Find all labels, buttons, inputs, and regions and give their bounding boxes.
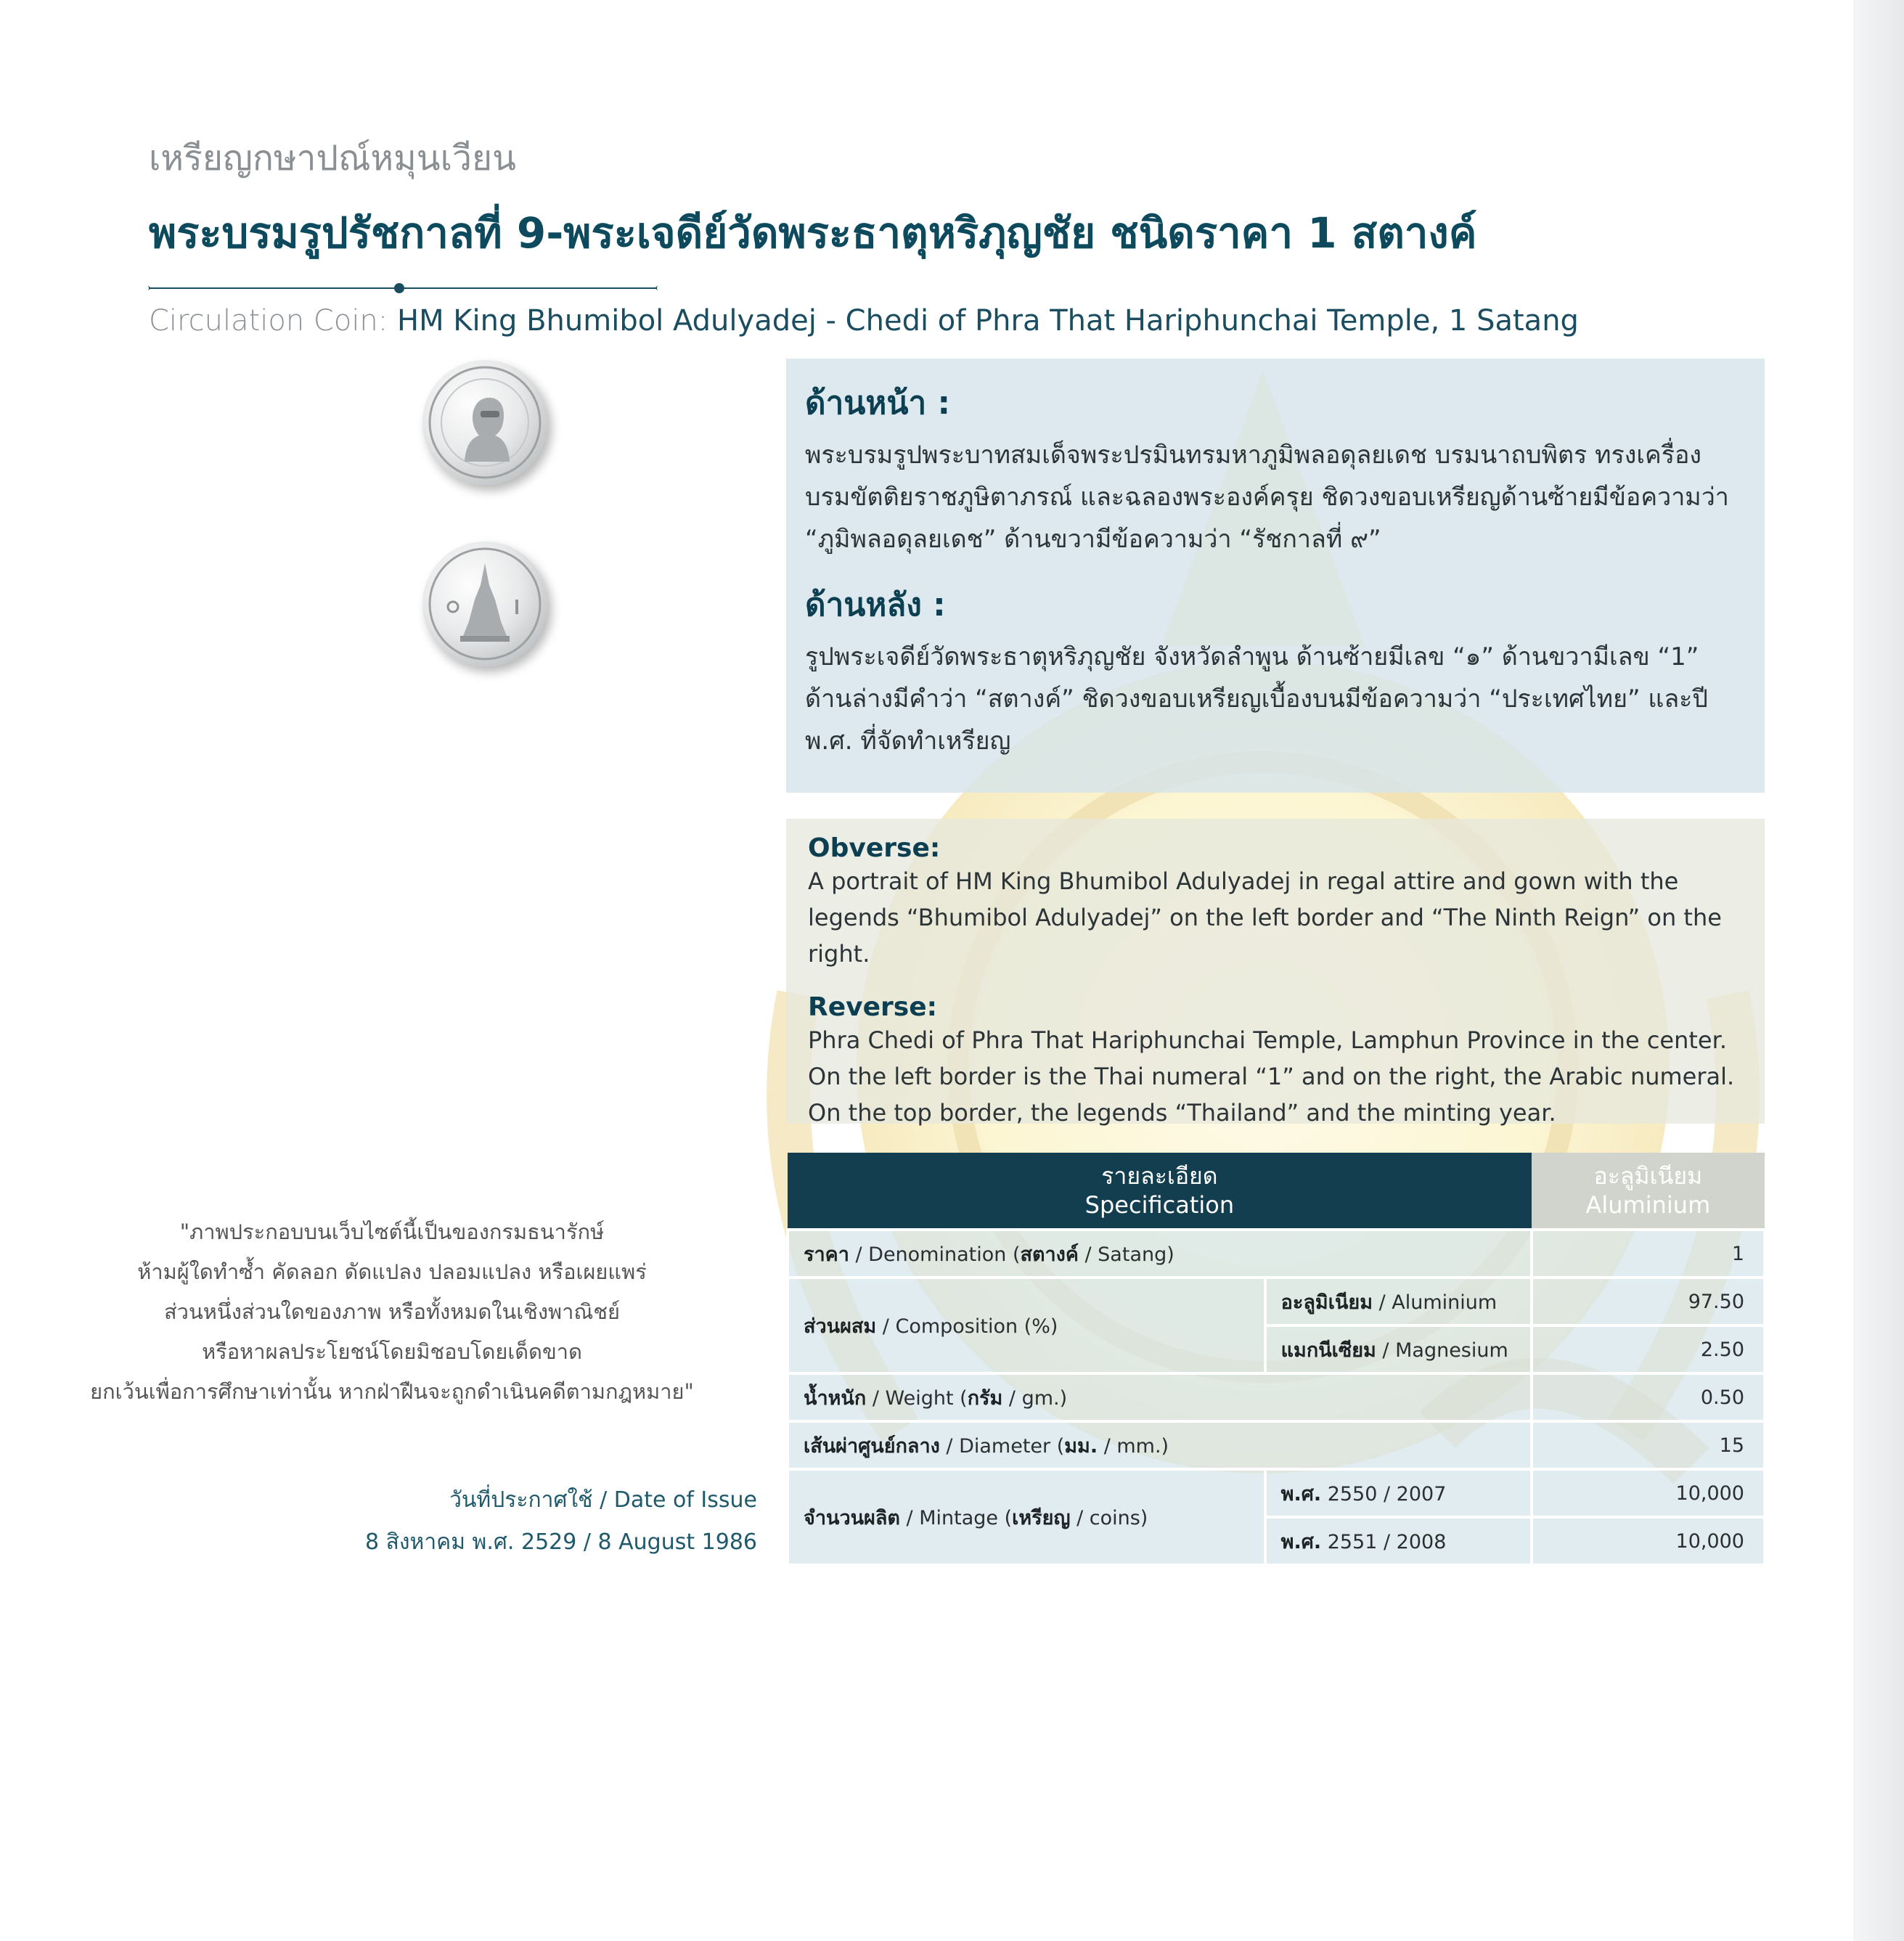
denomination-label: ราคา / Denomination (สตางค์ / Satang) xyxy=(788,1230,1532,1278)
english-title xyxy=(149,304,1673,338)
material-header-english: Aluminium xyxy=(1585,1191,1711,1219)
thai-obverse-text: พระบรมรูปพระบาทสมเด็จพระปรมินทรมหาภูมิพลอดุลยเดช บรมนาถบพิตร ทรงเครื่องบรมขัตติยราชภูษิตาภรณ์ และฉลองพระองค์ครุย ชิดวงขอบเหรียญด้านซ้ายมีข้อความว่า “ภูมิพลอดุลยเดช” ด้านขวามีข้อความว่า “รัชกาลที่ ๙” xyxy=(805,441,1729,554)
english-obverse-text: A portrait of HM King Bhumibol Adulyadej in regal attire and gown with the legends “Bhumibol Adulyadej” on the left border and “The Ninth Reign” on the right. xyxy=(808,867,1722,968)
mintage-year-2007: พ.ศ. 2550 / 2007 xyxy=(1265,1469,1532,1517)
english-obverse-heading: Obverse: xyxy=(808,833,941,863)
mintage-label: จำนวนผลิต / Mintage (เหรียญ / coins) xyxy=(788,1469,1265,1565)
denomination-value: 1 xyxy=(1532,1230,1765,1278)
composition-label: ส่วนผสม / Composition (%) xyxy=(788,1278,1265,1373)
spec-header-thai: รายละเอียด xyxy=(1101,1162,1218,1190)
table-row xyxy=(788,1230,1765,1278)
aluminium-label: อะลูมิเนียม / Aluminium xyxy=(1265,1278,1532,1325)
coin-obverse-image xyxy=(422,360,547,485)
copyright-line: ห้ามผู้ใดทำซ้ำ คัดลอก ดัดแปลง ปลอมแปลง หรือเผยแพร่ xyxy=(137,1259,647,1284)
date-of-issue-value: 8 สิงหาคม พ.ศ. 2529 / 8 August 1986 xyxy=(364,1529,757,1555)
title-divider: › ‹ xyxy=(147,282,658,294)
thai-obverse-heading: ด้านหน้า : xyxy=(805,385,951,422)
english-title-text: HM King Bhumibol Adulyadej - Chedi of Phra That Hariphunchai Temple, 1 Satang xyxy=(396,304,1579,338)
english-reverse-heading: Reverse: xyxy=(808,992,938,1022)
copyright-line: หรือหาผลประโยชน์โดยมิชอบโดยเด็ดขาด xyxy=(202,1339,582,1364)
table-header-row xyxy=(788,1153,1765,1230)
weight-label: น้ำหนัก / Weight (กรัม / gm.) xyxy=(788,1373,1532,1421)
thai-reverse-text: รูปพระเจดีย์วัดพระธาตุหริภุญชัย จังหวัดลำพูน ด้านซ้ายมีเลข “๑” ด้านขวามีเลข “1” ด้านล่างมีคำว่า “สตางค์” ชิดวงขอบเหรียญเบื้องบนมีข้อความว่า “ประเทศไทย” และปี พ.ศ. ที่จัดทำเหรียญ xyxy=(805,642,1709,756)
diameter-value: 15 xyxy=(1532,1421,1765,1469)
mintage-year-2008: พ.ศ. 2551 / 2008 xyxy=(1265,1517,1532,1565)
english-reverse-text: Phra Chedi of Phra That Hariphunchai Temple, Lamphun Province in the center. On the left border is the Thai numeral “1” and on the right, the Arabic numeral. On the top border, the legends “Thailand” and the minting year. xyxy=(808,1026,1735,1127)
aluminium-value: 97.50 xyxy=(1532,1278,1765,1325)
copyright-line: ส่วนหนึ่งส่วนใดของภาพ หรือทั้งหมดในเชิงพาณิชย์ xyxy=(163,1299,621,1324)
magnesium-label: แมกนีเซียม / Magnesium xyxy=(1265,1325,1532,1373)
copyright-line: "ภาพประกอบบนเว็บไซต์นี้เป็นของกรมธนารักษ์ xyxy=(179,1219,605,1244)
table-row xyxy=(788,1421,1765,1469)
mintage-2007-value: 10,000 xyxy=(1532,1469,1765,1517)
table-row xyxy=(788,1469,1765,1517)
material-header xyxy=(1532,1153,1765,1230)
magnesium-value: 2.50 xyxy=(1532,1325,1765,1373)
coin-reverse-image xyxy=(422,542,547,666)
spec-header-english: Specification xyxy=(1084,1191,1235,1219)
date-of-issue-label: วันที่ประกาศใช้ / Date of Issue xyxy=(449,1487,757,1513)
diameter-label: เส้นผ่าศูนย์กลาง / Diameter (มม. / mm.) xyxy=(788,1421,1532,1469)
header xyxy=(149,131,1673,338)
page-edge-shadow xyxy=(1853,0,1904,1941)
spec-header xyxy=(788,1153,1532,1230)
date-of-issue xyxy=(365,1479,757,1564)
page-subtitle: เหรียญกษาปณ์หมุนเวียน xyxy=(149,138,516,179)
page-title: พระบรมรูปรัชกาลที่ 9-พระเจดีย์วัดพระธาตุหริภุญชัย ชนิดราคา 1 สตางค์ xyxy=(149,208,1477,258)
material-header-thai: อะลูมิเนียม xyxy=(1593,1162,1703,1190)
english-title-prefix: Circulation Coin: xyxy=(149,304,388,338)
thai-reverse-heading: ด้านหลัง : xyxy=(805,587,946,624)
english-description-panel xyxy=(786,819,1765,1127)
table-row xyxy=(788,1373,1765,1421)
copyright-notice xyxy=(58,1212,726,1412)
specification-table xyxy=(786,1153,1766,1566)
weight-value: 0.50 xyxy=(1532,1373,1765,1421)
table-row xyxy=(788,1278,1765,1325)
copyright-line: ยกเว้นเพื่อการศึกษาเท่านั้น หากฝ่าฝืนจะถูกดำเนินคดีตามกฎหมาย" xyxy=(90,1379,694,1404)
mintage-2008-value: 10,000 xyxy=(1532,1517,1765,1565)
thai-description-panel xyxy=(786,359,1765,793)
